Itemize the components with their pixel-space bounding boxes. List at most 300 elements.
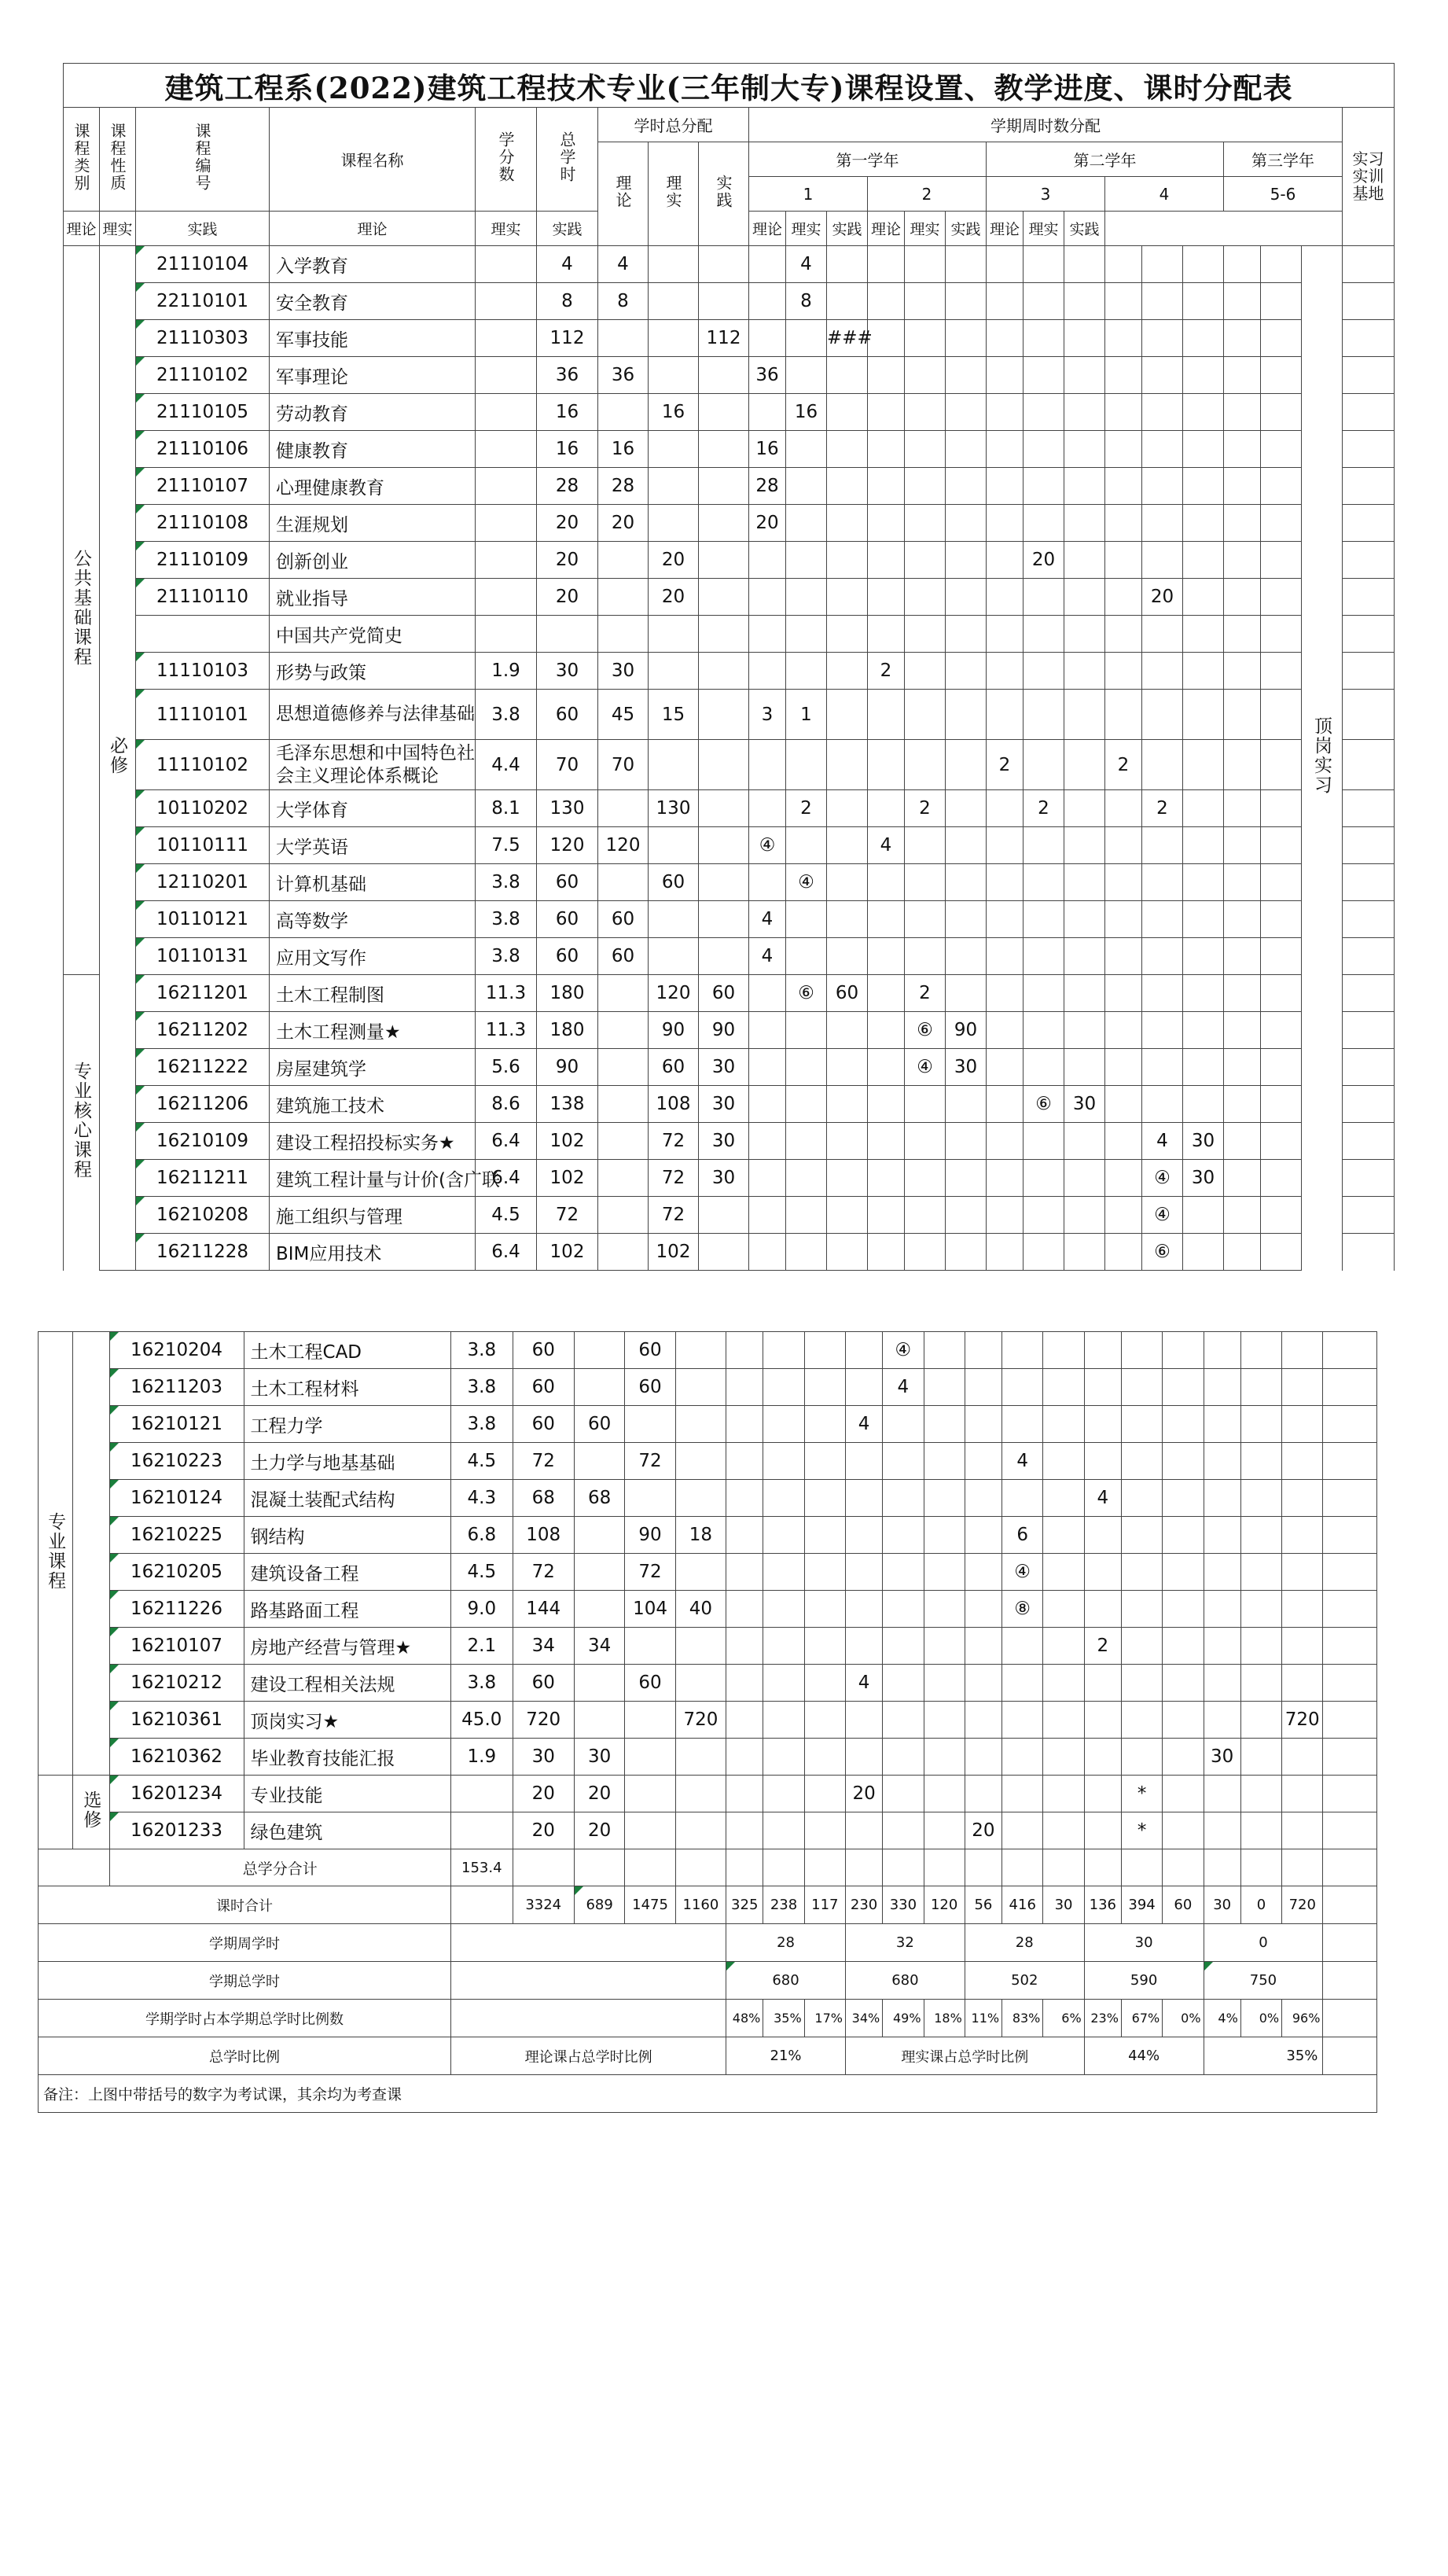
summary-blank-cell <box>574 1849 624 1886</box>
course-name: 生涯规划 <box>270 505 476 542</box>
semester-cell <box>1064 616 1105 653</box>
semester-cell <box>868 690 905 740</box>
semester-cell <box>1224 1234 1261 1271</box>
semester-cell <box>987 394 1024 431</box>
practice-real-hours: 60 <box>649 1049 699 1086</box>
semester-cell <box>1121 1443 1162 1480</box>
total-hours: 60 <box>513 1665 574 1702</box>
theory-hours <box>598 1160 649 1197</box>
semester-cell <box>1121 1406 1162 1443</box>
summary-blank <box>39 1849 110 1886</box>
semester-cell: ④ <box>1002 1554 1043 1591</box>
table-row <box>64 690 1395 740</box>
summary-blank-cell <box>1282 1849 1323 1886</box>
theory-hours: 120 <box>598 827 649 864</box>
semester-cell <box>1024 690 1064 740</box>
semester-cell <box>1224 1197 1261 1234</box>
practice-hours: 90 <box>699 1012 749 1049</box>
practice-real-hours <box>649 938 699 975</box>
semester-cell <box>1105 357 1142 394</box>
summary-blank-cell <box>1323 2037 1377 2075</box>
semester-cell <box>1163 1517 1204 1554</box>
table-row <box>64 1012 1395 1049</box>
total-hours: 30 <box>513 1739 574 1776</box>
semester-cell <box>1240 1812 1281 1849</box>
semester-cell <box>1121 1332 1162 1369</box>
semester-cell <box>1261 690 1302 740</box>
base-cell <box>1323 1517 1377 1554</box>
semester-cell <box>1240 1776 1281 1812</box>
semester-cell <box>946 1160 987 1197</box>
semester-cell <box>987 505 1024 542</box>
course-code: 12110201 <box>136 864 270 901</box>
summary-blank-cell <box>924 1849 965 1886</box>
semester-cell: 30 <box>1183 1123 1224 1160</box>
semester-cell <box>1282 1332 1323 1369</box>
semester-cell: 4 <box>845 1406 882 1443</box>
base-cell <box>1343 357 1395 394</box>
semester-cell <box>1064 1012 1105 1049</box>
semester-cell <box>1204 1591 1240 1628</box>
semester-cell <box>1064 1123 1105 1160</box>
semester-cell <box>905 505 946 542</box>
theory-hours <box>598 1197 649 1234</box>
semester-cell <box>1043 1776 1084 1812</box>
semester-cell <box>987 901 1024 938</box>
semester-cell <box>804 1443 845 1480</box>
course-code: 21110105 <box>136 394 270 431</box>
semester-cell <box>1105 542 1142 579</box>
total-hours: 60 <box>537 938 598 975</box>
semester-cell <box>763 1406 804 1443</box>
practice-hours <box>675 1628 726 1665</box>
semester-cell <box>1261 740 1302 790</box>
semester-cell <box>1261 975 1302 1012</box>
total-hours: 20 <box>513 1776 574 1812</box>
semester-cell <box>749 653 786 690</box>
semester-cell: 2 <box>868 653 905 690</box>
hours-total-blank <box>451 1886 513 1924</box>
semester-cell <box>1121 1665 1162 1702</box>
semester-cell <box>905 320 946 357</box>
practice-real-hours: 72 <box>649 1123 699 1160</box>
semester-cell <box>763 1591 804 1628</box>
base-cell <box>1343 394 1395 431</box>
total-hours: 28 <box>537 468 598 505</box>
weekly-hours-value: 30 <box>1084 1924 1204 1962</box>
semester-cell <box>868 901 905 938</box>
semester-cell <box>786 740 827 790</box>
semester-cell <box>1002 1480 1043 1517</box>
semester-cell <box>804 1739 845 1776</box>
semester-cell <box>726 1702 763 1739</box>
course-name: BIM应用技术 <box>270 1234 476 1271</box>
course-name: 建筑工程计量与计价(含广联 <box>270 1160 476 1197</box>
semester-cell <box>1043 1665 1084 1702</box>
semester-cell <box>1163 1665 1204 1702</box>
theory-hours <box>598 542 649 579</box>
credit: 4.5 <box>476 1197 537 1234</box>
practice-real-hours <box>625 1406 675 1443</box>
header-sub-practice-real: 理实 <box>786 212 827 246</box>
base-cell <box>1343 246 1395 283</box>
semester-cell <box>845 1739 882 1776</box>
semester-cell <box>946 975 987 1012</box>
course-name: 毕业教育技能汇报 <box>244 1739 451 1776</box>
base-cell <box>1323 1591 1377 1628</box>
semester-cell <box>987 827 1024 864</box>
semester-total-value: 750 <box>1204 1962 1323 2000</box>
course-code: 16210362 <box>109 1739 244 1776</box>
semester-cell <box>726 1665 763 1702</box>
semester-cell <box>1261 1123 1302 1160</box>
theory-hours: 20 <box>598 505 649 542</box>
course-name: 施工组织与管理 <box>270 1197 476 1234</box>
credit: 6.4 <box>476 1234 537 1271</box>
semester-cell <box>1261 864 1302 901</box>
semester-cell <box>1204 1332 1240 1369</box>
theory-hours: 68 <box>574 1480 624 1517</box>
semester-cell <box>1105 283 1142 320</box>
semester-cell: 4 <box>1084 1480 1121 1517</box>
course-name: 大学英语 <box>270 827 476 864</box>
semester-cell <box>1024 901 1064 938</box>
semester-cell <box>1183 1049 1224 1086</box>
credit <box>476 616 537 653</box>
course-code: 16210205 <box>109 1554 244 1591</box>
semester-cell <box>924 1332 965 1369</box>
semester-cell <box>987 579 1024 616</box>
semester-cell <box>1105 690 1142 740</box>
semester-cell <box>883 1739 924 1776</box>
semester-cell <box>868 740 905 790</box>
semester-cell <box>868 975 905 1012</box>
semester-cell <box>905 283 946 320</box>
credit: 5.6 <box>476 1049 537 1086</box>
semester-cell <box>1224 827 1261 864</box>
semester-cell <box>1204 1665 1240 1702</box>
semester-cell <box>1282 1591 1323 1628</box>
semester-cell <box>1064 394 1105 431</box>
base-cell <box>1323 1480 1377 1517</box>
practice-real-hours: 120 <box>649 975 699 1012</box>
course-code: 16210204 <box>109 1332 244 1369</box>
base-cell <box>1343 653 1395 690</box>
semester-cell <box>1183 394 1224 431</box>
semester-cell <box>946 1197 987 1234</box>
semester-cell <box>804 1554 845 1591</box>
semester-cell <box>1240 1332 1281 1369</box>
semester-cell: ⑥ <box>786 975 827 1012</box>
practice-hours: 60 <box>699 975 749 1012</box>
practice-hours: 18 <box>675 1517 726 1554</box>
semester-cell <box>1142 616 1183 653</box>
total-hours: 8 <box>537 283 598 320</box>
semester-cell <box>1224 690 1261 740</box>
semester-cell <box>827 690 868 740</box>
semester-cell <box>1064 975 1105 1012</box>
semester-cell <box>749 864 786 901</box>
total-hours: 102 <box>537 1123 598 1160</box>
semester-cell <box>987 1012 1024 1049</box>
semester-cell <box>726 1591 763 1628</box>
semester-cell <box>1024 740 1064 790</box>
semester-cell <box>1261 394 1302 431</box>
semester-cell <box>827 616 868 653</box>
total-hours: 34 <box>513 1628 574 1665</box>
base-cell <box>1323 1776 1377 1812</box>
credit <box>476 505 537 542</box>
semester-cell: 6 <box>1002 1517 1043 1554</box>
header-practice-real: 理实 <box>649 142 699 246</box>
semester-cell <box>1224 505 1261 542</box>
credit: 3.8 <box>451 1406 513 1443</box>
semester-cell <box>924 1406 965 1443</box>
semester-cell <box>946 320 987 357</box>
semester-cell <box>1204 1406 1240 1443</box>
header-sub-theory: 理论 <box>868 212 905 246</box>
semester-cell <box>868 357 905 394</box>
semester-cell <box>1024 320 1064 357</box>
header-sem56: 5-6 <box>1224 177 1343 212</box>
semester-cell <box>1024 468 1064 505</box>
hours-total-value: 1475 <box>625 1886 675 1924</box>
table-row <box>64 394 1395 431</box>
semester-cell <box>827 468 868 505</box>
semester-cell <box>1105 431 1142 468</box>
semester-cell <box>1183 901 1224 938</box>
course-name: 入学教育 <box>270 246 476 283</box>
theory-hours <box>598 1012 649 1049</box>
semester-cell <box>1121 1591 1162 1628</box>
course-name: 建筑设备工程 <box>244 1554 451 1591</box>
practice-real-hours: 20 <box>649 579 699 616</box>
semester-cell <box>946 1086 987 1123</box>
semester-total-value: 680 <box>845 1962 965 2000</box>
semester-cell <box>1064 283 1105 320</box>
course-code: 11110103 <box>136 653 270 690</box>
theory-hours: 60 <box>574 1406 624 1443</box>
total-hours: 60 <box>513 1406 574 1443</box>
course-name: 建设工程招投标实务★ <box>270 1123 476 1160</box>
semester-cell <box>763 1812 804 1849</box>
summary-row <box>39 1849 1377 1886</box>
semester-cell <box>1121 1554 1162 1591</box>
semester-cell <box>1064 864 1105 901</box>
semester-cell: 4 <box>883 1369 924 1406</box>
semester-cell <box>1142 357 1183 394</box>
semester-cell <box>946 901 987 938</box>
real-ratio-value: 44% <box>1084 2037 1204 2075</box>
table-row <box>64 1197 1395 1234</box>
semester-cell <box>905 357 946 394</box>
semester-cell <box>786 1234 827 1271</box>
semester-cell: ⑥ <box>905 1012 946 1049</box>
semester-cell <box>868 394 905 431</box>
semester-cell <box>1282 1812 1323 1849</box>
table-row <box>39 1443 1377 1480</box>
semester-cell: ④ <box>1142 1197 1183 1234</box>
practice-hours <box>675 1776 726 1812</box>
credit: 4.5 <box>451 1443 513 1480</box>
semester-cell <box>804 1628 845 1665</box>
semester-cell <box>1163 1480 1204 1517</box>
summary-blank-cell <box>1323 1886 1377 1924</box>
base-cell <box>1343 1012 1395 1049</box>
semester-cell <box>827 246 868 283</box>
semester-cell <box>1224 1123 1261 1160</box>
semester-cell <box>1282 1776 1323 1812</box>
summary-row <box>39 2000 1377 2037</box>
summary-row <box>39 1886 1377 1924</box>
header-sem2: 2 <box>868 177 987 212</box>
summary-blank-cell <box>1323 2000 1377 2037</box>
credit: 6.4 <box>476 1160 537 1197</box>
practice-hours <box>699 653 749 690</box>
semester-cell <box>804 1702 845 1739</box>
semester-cell: 4 <box>1142 1123 1183 1160</box>
table-row <box>39 1332 1377 1369</box>
semester-cell <box>987 975 1024 1012</box>
semester-cell <box>1261 1197 1302 1234</box>
practice-real-hours <box>649 827 699 864</box>
semester-cell: 20 <box>1142 579 1183 616</box>
semester-cell <box>946 542 987 579</box>
practice-real-hours <box>649 616 699 653</box>
total-hours <box>537 616 598 653</box>
semester-cell <box>1064 740 1105 790</box>
semester-cell: 8 <box>786 283 827 320</box>
header-sub-practice: 实践 <box>1064 212 1105 246</box>
hours-total-value: 0 <box>1240 1886 1281 1924</box>
course-name: 路基路面工程 <box>244 1591 451 1628</box>
semester-cell <box>868 1234 905 1271</box>
semester-cell <box>924 1628 965 1665</box>
theory-hours: 4 <box>598 246 649 283</box>
base-cell <box>1343 1086 1395 1123</box>
semester-cell <box>845 1332 882 1369</box>
header-category: 课程类别 <box>64 108 100 212</box>
practice-real-hours <box>625 1480 675 1517</box>
semester-cell <box>749 1012 786 1049</box>
semester-cell <box>1024 1123 1064 1160</box>
semester-cell <box>868 1012 905 1049</box>
semester-cell <box>883 1665 924 1702</box>
hours-total-value: 3324 <box>513 1886 574 1924</box>
semester-cell <box>749 740 786 790</box>
practice-real-hours: 15 <box>649 690 699 740</box>
semester-cell <box>1163 1406 1204 1443</box>
course-name: 土木工程材料 <box>244 1369 451 1406</box>
hours-total-value: 720 <box>1282 1886 1323 1924</box>
summary-blank-cell <box>1043 1849 1084 1886</box>
semester-cell <box>946 246 987 283</box>
semester-cell <box>883 1702 924 1739</box>
semester-cell <box>1105 394 1142 431</box>
semester-cell <box>1224 1049 1261 1086</box>
semester-cell <box>1142 1012 1183 1049</box>
semester-cell: 1 <box>786 690 827 740</box>
total-hours: 60 <box>537 901 598 938</box>
base-cell <box>1343 740 1395 790</box>
semester-cell <box>1163 1812 1204 1849</box>
semester-cell <box>868 938 905 975</box>
semester-cell <box>1024 653 1064 690</box>
credit <box>451 1776 513 1812</box>
base-cell <box>1323 1702 1377 1739</box>
total-hours: 20 <box>537 505 598 542</box>
course-name: 混凝土装配式结构 <box>244 1480 451 1517</box>
semester-cell <box>946 616 987 653</box>
practice-hours <box>699 864 749 901</box>
theory-hours <box>598 864 649 901</box>
course-code: 21110102 <box>136 357 270 394</box>
theory-hours: 70 <box>598 740 649 790</box>
course-code: 11110101 <box>136 690 270 740</box>
practice-hours <box>699 740 749 790</box>
semester-cell <box>726 1554 763 1591</box>
semester-cell <box>1064 468 1105 505</box>
semester-cell <box>1282 1369 1323 1406</box>
semester-cell <box>1064 827 1105 864</box>
hours-total-value: 56 <box>965 1886 1001 1924</box>
total-hours: 30 <box>537 653 598 690</box>
course-code: 16210212 <box>109 1665 244 1702</box>
header-year3: 第三学年 <box>1224 142 1343 177</box>
semester-cell <box>726 1776 763 1812</box>
semester-cell <box>868 864 905 901</box>
semester-cell <box>749 616 786 653</box>
semester-cell <box>1142 901 1183 938</box>
semester-cell <box>1240 1480 1281 1517</box>
practice-real-hours: 90 <box>625 1517 675 1554</box>
course-code: 16211226 <box>109 1591 244 1628</box>
hours-total-value: 117 <box>804 1886 845 1924</box>
base-cell <box>1323 1369 1377 1406</box>
header-hour-dist: 学时总分配 <box>598 108 749 142</box>
summary-blank-cell <box>845 1849 882 1886</box>
semester-cell <box>1105 653 1142 690</box>
semester-cell <box>1105 1012 1142 1049</box>
practice-hours <box>699 468 749 505</box>
semester-cell: 36 <box>749 357 786 394</box>
semester-cell <box>763 1443 804 1480</box>
hours-total-value: 120 <box>924 1886 965 1924</box>
semester-cell <box>1261 1086 1302 1123</box>
semester-cell <box>1224 1086 1261 1123</box>
semester-cell <box>1163 1739 1204 1776</box>
semester-cell <box>987 357 1024 394</box>
semester-cell <box>987 1160 1024 1197</box>
semester-cell <box>1084 1406 1121 1443</box>
semester-cell <box>1204 1554 1240 1591</box>
semester-cell <box>905 579 946 616</box>
course-code: 10110131 <box>136 938 270 975</box>
theory-hours <box>598 1123 649 1160</box>
theory-hours <box>574 1369 624 1406</box>
header-base: 实习实训基地 <box>1343 108 1395 246</box>
semester-cell: ⑥ <box>1024 1086 1064 1123</box>
semester-cell <box>1224 542 1261 579</box>
header-year1: 第一学年 <box>749 142 987 177</box>
semester-cell <box>883 1776 924 1812</box>
semester-cell <box>786 357 827 394</box>
semester-cell: 30 <box>1204 1739 1240 1776</box>
semester-cell: 2 <box>1105 740 1142 790</box>
nature-elective: 选修 <box>73 1776 109 1849</box>
theory-hours <box>574 1702 624 1739</box>
semester-cell <box>946 505 987 542</box>
